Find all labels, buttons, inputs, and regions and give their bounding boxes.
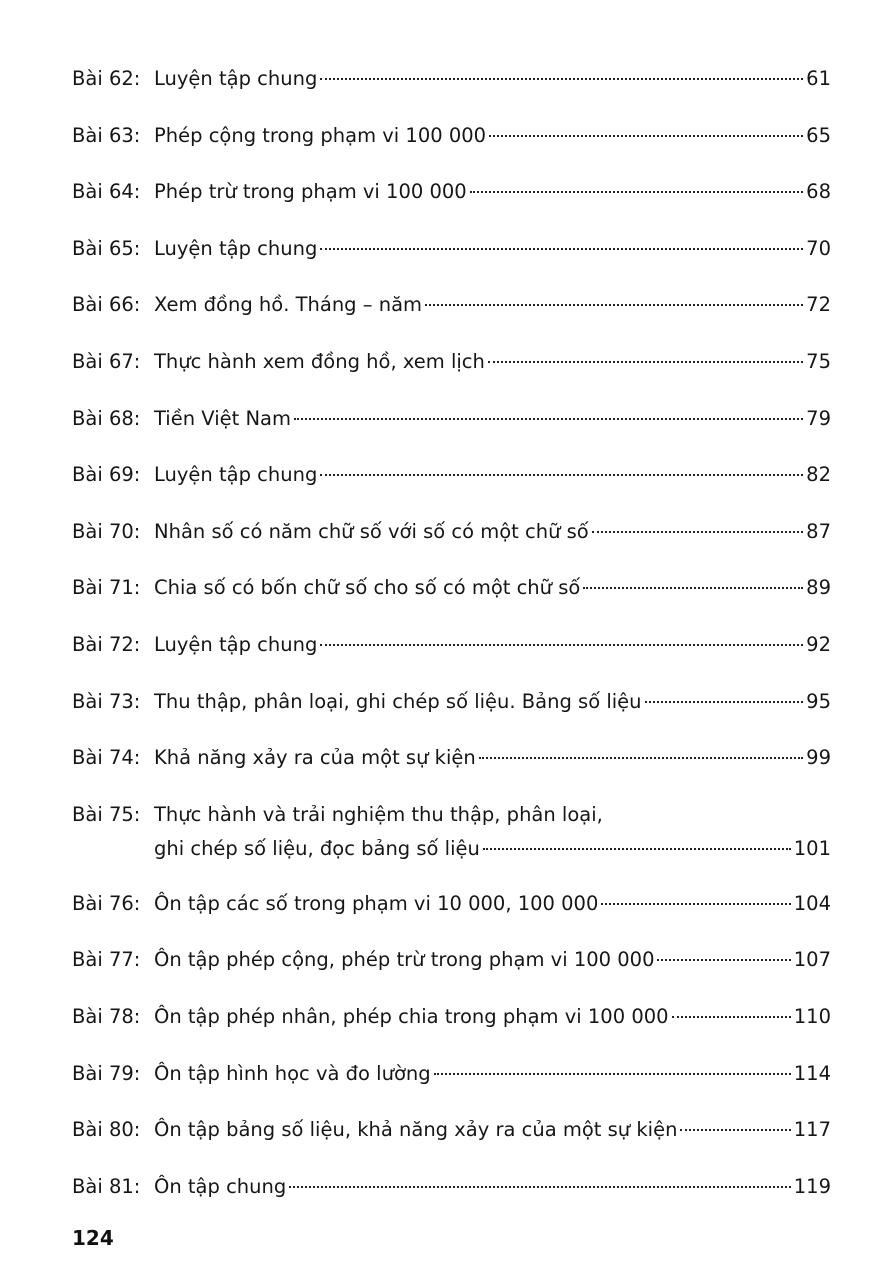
toc-entry (72, 628, 831, 685)
lesson-label: Bài 63: (72, 123, 141, 147)
lesson-page: 104 (793, 891, 831, 915)
dot-leader (672, 1016, 791, 1018)
dot-leader (320, 78, 803, 80)
lesson-label: Bài 76: (72, 891, 141, 915)
lesson-page: 117 (793, 1118, 831, 1142)
toc-entry (72, 741, 831, 798)
dot-leader (470, 191, 803, 193)
dot-leader (425, 304, 803, 306)
dot-leader (320, 248, 803, 250)
lesson-page: 79 (806, 406, 831, 430)
dot-leader (592, 531, 803, 533)
lesson-title: Luyện tập chung (154, 463, 318, 487)
dot-leader (483, 848, 791, 850)
lesson-page: 101 (793, 836, 831, 860)
lesson-page: 65 (806, 123, 831, 147)
lesson-label: Bài 78: (72, 1004, 141, 1028)
lesson-page: 68 (806, 180, 831, 204)
lesson-title: Phép trừ trong phạm vi 100 000 (154, 180, 467, 204)
lesson-page: 92 (806, 632, 831, 656)
table-of-contents (72, 62, 831, 1226)
lesson-title: ghi chép số liệu, đọc bảng số liệu (154, 836, 480, 860)
dot-leader (680, 1129, 790, 1131)
lesson-title: Luyện tập chung (154, 632, 318, 656)
toc-entry (72, 62, 831, 119)
lesson-page: 107 (793, 948, 831, 972)
dot-leader (294, 418, 803, 420)
lesson-label: Bài 64: (72, 180, 141, 204)
lesson-title: Tiền Việt Nam (154, 406, 291, 430)
lesson-title-line-1: Thực hành và trải nghiệm thu thập, phân loại, (154, 802, 603, 826)
lesson-label: Bài 81: (72, 1174, 141, 1198)
lesson-page: 119 (793, 1174, 831, 1198)
lesson-label: Bài 69: (72, 463, 141, 487)
lesson-page: 61 (806, 67, 831, 90)
page-number: 124 (72, 1226, 114, 1250)
dot-leader (583, 587, 803, 589)
toc-entry (72, 943, 831, 1000)
lesson-page: 99 (806, 746, 831, 770)
lesson-page: 75 (806, 349, 831, 373)
lesson-title: Ôn tập phép cộng, phép trừ trong phạm vi 100 000 (154, 948, 655, 972)
lesson-page: 110 (793, 1004, 831, 1028)
dot-leader (320, 474, 803, 476)
lesson-title: Ôn tập bảng số liệu, khả năng xảy ra của một sự kiện (154, 1118, 678, 1142)
lesson-title: Xem đồng hồ. Tháng – năm (154, 293, 423, 317)
lesson-label: Bài 79: (72, 1061, 141, 1085)
lesson-title: Phép cộng trong phạm vi 100 000 (154, 123, 487, 147)
lesson-label: Bài 62: (72, 67, 141, 90)
lesson-title: Thu thập, phân loại, ghi chép số liệu. Bảng số liệu (154, 689, 642, 713)
toc-entry (72, 119, 831, 176)
lesson-page: 72 (806, 293, 831, 317)
lesson-title: Khả năng xảy ra của một sự kiện (154, 746, 476, 770)
lesson-page: 70 (806, 236, 831, 260)
dot-leader (488, 361, 803, 363)
dot-leader (320, 644, 803, 646)
lesson-title: Ôn tập hình học và đo lường (154, 1061, 431, 1085)
lesson-page: 87 (806, 519, 831, 543)
lesson-label: Bài 70: (72, 519, 141, 543)
lesson-label: Bài 71: (72, 576, 141, 600)
lesson-label: Bài 65: (72, 236, 141, 260)
lesson-title: Luyện tập chung (154, 236, 318, 260)
toc-entry (72, 402, 831, 459)
lesson-label: Bài 66: (72, 293, 141, 317)
lesson-title: Thực hành xem đồng hồ, xem lịch (154, 349, 485, 373)
toc-entry (72, 685, 831, 742)
lesson-title: Ôn tập chung (154, 1174, 287, 1198)
toc-entry (72, 175, 831, 232)
toc-entry (72, 232, 831, 289)
lesson-label: Bài 75: (72, 802, 141, 826)
toc-entry (72, 1057, 831, 1114)
lesson-title: Ôn tập các số trong phạm vi 10 000, 100 000 (154, 891, 599, 915)
lesson-page: 82 (806, 463, 831, 487)
lesson-label: Bài 73: (72, 689, 141, 713)
toc-entry (72, 288, 831, 345)
dot-leader (434, 1073, 791, 1075)
lesson-label: Bài 67: (72, 349, 141, 373)
lesson-page: 89 (806, 576, 831, 600)
lesson-label: Bài 80: (72, 1118, 141, 1142)
lesson-label: Bài 77: (72, 948, 141, 972)
dot-leader (601, 903, 790, 905)
lesson-label: Bài 74: (72, 746, 141, 770)
lesson-label: Bài 72: (72, 632, 141, 656)
lesson-title: Ôn tập phép nhân, phép chia trong phạm vi 100 000 (154, 1004, 669, 1028)
toc-entry (72, 1000, 831, 1057)
toc-entry (72, 458, 831, 515)
lesson-label: Bài 68: (72, 406, 141, 430)
lesson-page: 114 (793, 1061, 831, 1085)
dot-leader (657, 959, 790, 961)
toc-entry (72, 887, 831, 944)
toc-entry (72, 345, 831, 402)
toc-entry (72, 798, 831, 887)
toc-entry (72, 1113, 831, 1170)
dot-leader (479, 757, 803, 759)
lesson-title: Nhân số có năm chữ số với số có một chữ số (154, 519, 589, 543)
lesson-page: 95 (806, 689, 831, 713)
toc-entry (72, 571, 831, 628)
lesson-title: Luyện tập chung (154, 67, 318, 90)
toc-entry (72, 515, 831, 572)
toc-entry (72, 1170, 831, 1227)
dot-leader (289, 1186, 791, 1188)
lesson-title: Chia số có bốn chữ số cho số có một chữ số (154, 576, 581, 600)
dot-leader (489, 135, 803, 137)
dot-leader (645, 701, 804, 703)
